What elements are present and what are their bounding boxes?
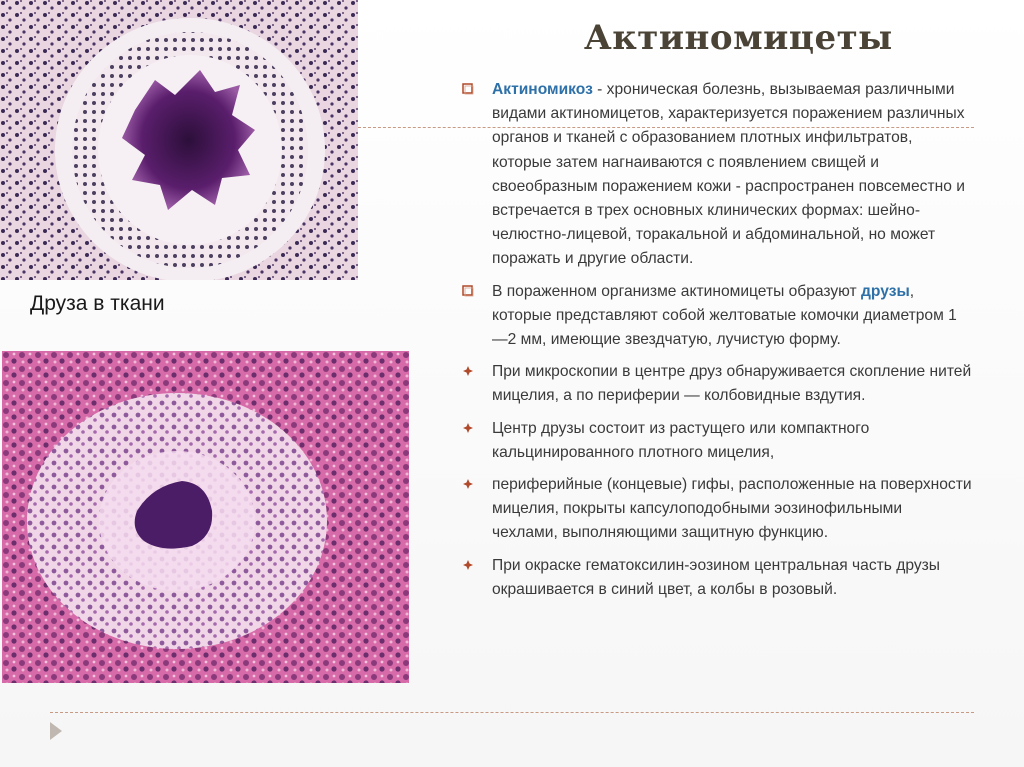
bullet-list xyxy=(462,78,972,610)
diamond-bullet-icon xyxy=(462,422,474,434)
micrograph-druse-top xyxy=(0,0,358,280)
list-item-text: - хроническая болезнь, вызываемая различными видами актиномицетов, характеризуется поражением различных органов и тканей с образованием плотных инфильтратов, которые затем нагнаиваются с появлением свищей и своеобразным поражением кожи - распространен повсеместно и встречается в трех основных клинических формах: шейно-челюстно-лицевой, торакальной и абдоминальной, но может поражать и другие области. xyxy=(492,81,965,268)
micrograph-druse-stained-pink-icon xyxy=(2,351,409,683)
slide-title: Актиномицеты xyxy=(584,18,893,58)
micrograph-druse-stained-purple-icon xyxy=(0,0,358,280)
list-item xyxy=(462,280,972,353)
diamond-bullet-icon xyxy=(462,365,474,377)
image-caption: Друза в ткани xyxy=(30,292,165,315)
list-item-text: В пораженном организме актиномицеты образуют xyxy=(492,282,862,300)
divider-bottom xyxy=(50,712,974,713)
list-item-text: периферийные (концевые) гифы, расположенные на поверхности мицелия, покрыты капсулоподобными эозинофильными чехлами, выполняющими защитную функцию. xyxy=(492,476,972,542)
list-item xyxy=(462,360,972,408)
list-item xyxy=(462,473,972,546)
term-highlight: друзы xyxy=(861,282,910,300)
list-item xyxy=(462,78,972,272)
diamond-bullet-icon xyxy=(462,478,474,490)
next-slide-arrow-icon[interactable] xyxy=(50,722,62,740)
list-item-text: При микроскопии в центре друз обнаруживается скопление нитей мицелия, а по периферии — колбовидные вздутия. xyxy=(492,363,972,405)
list-item-text: При окраске гематоксилин-эозином центральная часть друзы окрашивается в синий цвет, а колбы в розовый. xyxy=(492,556,940,598)
diamond-bullet-icon xyxy=(462,559,474,571)
micrograph-druse-bottom xyxy=(2,351,409,683)
square-bullet-icon xyxy=(462,285,474,297)
list-item xyxy=(462,554,972,602)
list-item-text: Центр друзы состоит из растущего или компактного кальцинированного плотного мицелия, xyxy=(492,419,870,461)
list-item xyxy=(462,417,972,465)
list-item-text: , которые представляют собой желтоватые комочки диаметром 1—2 мм, имеющие звездчатую, лучистую форму. xyxy=(492,282,957,349)
square-bullet-icon xyxy=(462,83,474,95)
term-highlight: Актиномикоз xyxy=(492,81,593,98)
